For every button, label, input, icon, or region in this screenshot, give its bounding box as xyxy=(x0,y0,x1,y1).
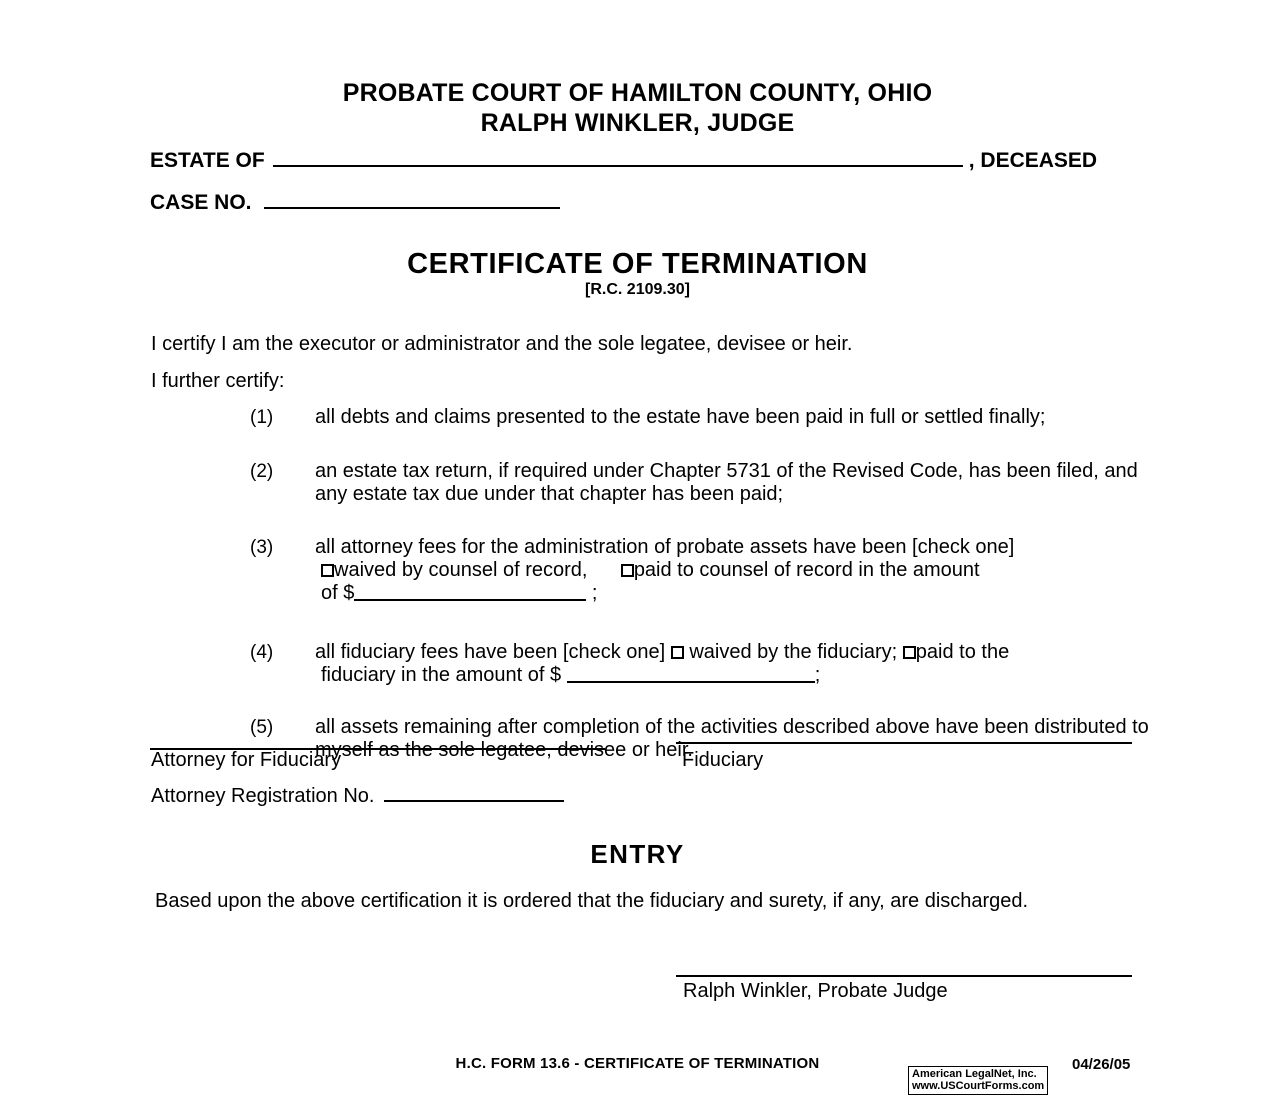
page-title: CERTIFICATE OF TERMINATION xyxy=(407,248,868,280)
estate-of-blank[interactable] xyxy=(273,150,963,167)
fiduciary-fee-amount-blank[interactable] xyxy=(567,668,815,683)
legalnet-company: American LegalNet, Inc. xyxy=(912,1068,1037,1080)
amount-suffix: ; xyxy=(814,664,821,686)
option-label-waived: waived by counsel of record, xyxy=(334,559,588,581)
item-text xyxy=(315,641,1160,687)
fiduciary-signature-label: Fiduciary xyxy=(682,749,764,771)
legalnet-stamp xyxy=(908,1066,1048,1095)
list-item xyxy=(0,536,1275,605)
attorney-registration-blank[interactable] xyxy=(384,786,564,802)
option-label-paid: paid to the xyxy=(915,641,1010,663)
certification-line-2: I further certify: xyxy=(151,370,285,392)
attorney-registration-row xyxy=(151,785,564,808)
item-lead-text: all fiduciary fees have been [check one] xyxy=(315,641,666,663)
checkbox-fiduciary-fees-paid[interactable] xyxy=(903,646,916,659)
item-lead-text: all attorney fees for the administration of probate assets have been [check one] xyxy=(315,536,1015,558)
estate-of-label: ESTATE OF xyxy=(150,149,265,172)
case-no-blank[interactable] xyxy=(264,192,560,209)
option-label-paid: paid to counsel of record in the amount xyxy=(633,559,980,581)
amount-prefix: of $ xyxy=(321,582,355,604)
item-text: all debts and claims presented to the estate have been paid in full or settled finally; xyxy=(315,406,1046,428)
item-number: (1) xyxy=(250,407,274,428)
attorney-signature-label: Attorney for Fiduciary xyxy=(151,749,342,771)
item-number: (3) xyxy=(250,537,274,558)
judge-signature-label: Ralph Winkler, Probate Judge xyxy=(683,980,948,1002)
certification-line-1: I certify I am the executor or administrator and the sole legatee, devisee or heir. xyxy=(151,333,853,355)
list-item xyxy=(0,641,1275,687)
legalnet-website: www.USCourtForms.com xyxy=(912,1080,1045,1092)
item-number: (4) xyxy=(250,642,274,663)
footer-revision-date: 04/26/05 xyxy=(1072,1056,1131,1073)
item-text: all assets remaining after completion of the activities described above have been distributed to myself as the sole legatee, devisee or heir. xyxy=(315,716,1149,761)
certification-items xyxy=(0,406,1275,762)
list-item xyxy=(0,406,1275,429)
item-number: (2) xyxy=(250,461,274,482)
judge-signature-line[interactable] xyxy=(676,975,1132,977)
fiduciary-signature-line[interactable] xyxy=(676,742,1132,744)
item-text xyxy=(315,536,1160,605)
checkbox-attorney-fees-paid[interactable] xyxy=(621,564,634,577)
attorney-registration-label: Attorney Registration No. xyxy=(151,785,375,807)
item-text: an estate tax return, if required under Chapter 5731 of the Revised Code, has been filed, and any estate tax due under that chapter has been paid; xyxy=(315,460,1138,505)
amount-prefix: fiduciary in the amount of $ xyxy=(321,664,562,686)
estate-of-row xyxy=(150,148,1150,174)
option-label-waived: waived by the fiduciary; xyxy=(689,641,898,663)
checkbox-fiduciary-fees-waived[interactable] xyxy=(671,646,684,659)
footer-form-identifier: H.C. FORM 13.6 - CERTIFICATE OF TERMINATION xyxy=(455,1055,820,1072)
statute-citation: [R.C. 2109.30] xyxy=(585,281,690,298)
case-no-row xyxy=(150,190,560,216)
list-item xyxy=(0,460,1275,506)
judge-name: RALPH WINKLER, JUDGE xyxy=(480,109,795,137)
entry-heading: ENTRY xyxy=(590,839,685,869)
deceased-label: , DECEASED xyxy=(968,149,1098,172)
court-header xyxy=(0,78,1275,138)
court-name: PROBATE COURT OF HAMILTON COUNTY, OHIO xyxy=(342,79,933,107)
case-no-label: CASE NO. xyxy=(150,191,252,214)
attorney-fee-amount-blank[interactable] xyxy=(354,586,586,601)
checkbox-attorney-fees-waived[interactable] xyxy=(321,564,334,577)
item-number: (5) xyxy=(250,717,274,738)
amount-suffix: ; xyxy=(591,582,598,604)
entry-body-text: Based upon the above certification it is ordered that the fiduciary and surety, if any, are discharged. xyxy=(155,890,1029,912)
